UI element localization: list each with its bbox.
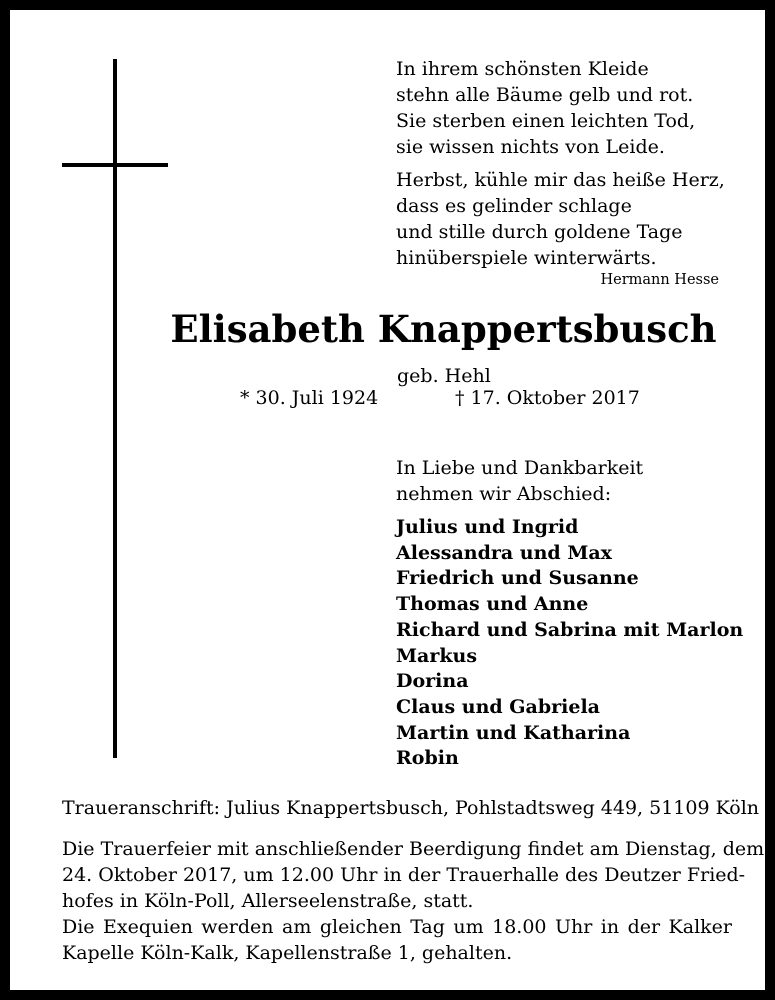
intro-line: nehmen wir Abschied: xyxy=(396,483,612,505)
mourner-item: Friedrich und Susanne xyxy=(396,567,639,590)
funeral-line: Die Exequien werden am gleichen Tag um 18.00 Uhr in der Kalker xyxy=(62,916,732,938)
mourning-address: Traueranschrift: Julius Knappertsbusch, Pohlstadtsweg 449, 51109 Köln xyxy=(62,797,760,819)
poem-line: Herbst, kühle mir das heiße Herz, xyxy=(396,169,725,191)
funeral-details xyxy=(62,836,765,966)
mourner-item: Claus und Gabriela xyxy=(396,695,600,718)
mourner-item: Martin und Katharina xyxy=(396,721,631,744)
farewell-intro xyxy=(396,455,643,507)
funeral-line: Die Trauerfeier mit anschließender Beerdigung findet am Dienstag, dem xyxy=(62,838,765,860)
death-date: † 17. Oktober 2017 xyxy=(455,387,640,409)
mourner-item: Markus xyxy=(396,644,478,667)
mourner-item: Julius und Ingrid xyxy=(396,516,579,538)
mourners-list xyxy=(396,515,743,772)
birth-name: geb. Hehl xyxy=(397,365,491,387)
poem-line: und stille durch goldene Tage xyxy=(396,221,683,243)
poem-stanza-1 xyxy=(396,56,695,160)
birth-date: * 30. Juli 1924 xyxy=(240,387,379,409)
poem-stanza-2 xyxy=(396,167,725,271)
mourner-item: Richard und Sabrina mit Marlon xyxy=(396,618,744,641)
mourner-item: Dorina xyxy=(396,670,469,693)
funeral-line: hofes in Köln-Poll, Allerseelenstraße, statt. xyxy=(62,890,474,912)
funeral-line: Kapelle Köln-Kalk, Kapellenstraße 1, gehalten. xyxy=(62,942,513,964)
poem-author: Hermann Hesse xyxy=(600,272,719,288)
funeral-line: 24. Oktober 2017, um 12.00 Uhr in der Trauerhalle des Deutzer Fried- xyxy=(62,864,746,886)
poem-line: dass es gelinder schlage xyxy=(396,195,632,217)
poem-line: sie wissen nichts von Leide. xyxy=(396,136,665,158)
mourner-item: Thomas und Anne xyxy=(396,593,589,616)
mourner-item: Alessandra und Max xyxy=(396,541,612,564)
poem-line: hinüberspiele winterwärts. xyxy=(396,247,657,269)
poem-line: Sie sterben einen leichten Tod, xyxy=(396,110,696,132)
poem-line: stehn alle Bäume gelb und rot. xyxy=(396,84,694,106)
cross-icon-bar xyxy=(62,163,168,167)
mourner-item: Robin xyxy=(396,747,459,770)
deceased-name: Elisabeth Knappertsbusch xyxy=(170,307,717,351)
poem-line: In ihrem schönsten Kleide xyxy=(396,58,649,80)
intro-line: In Liebe und Dankbarkeit xyxy=(396,457,644,479)
